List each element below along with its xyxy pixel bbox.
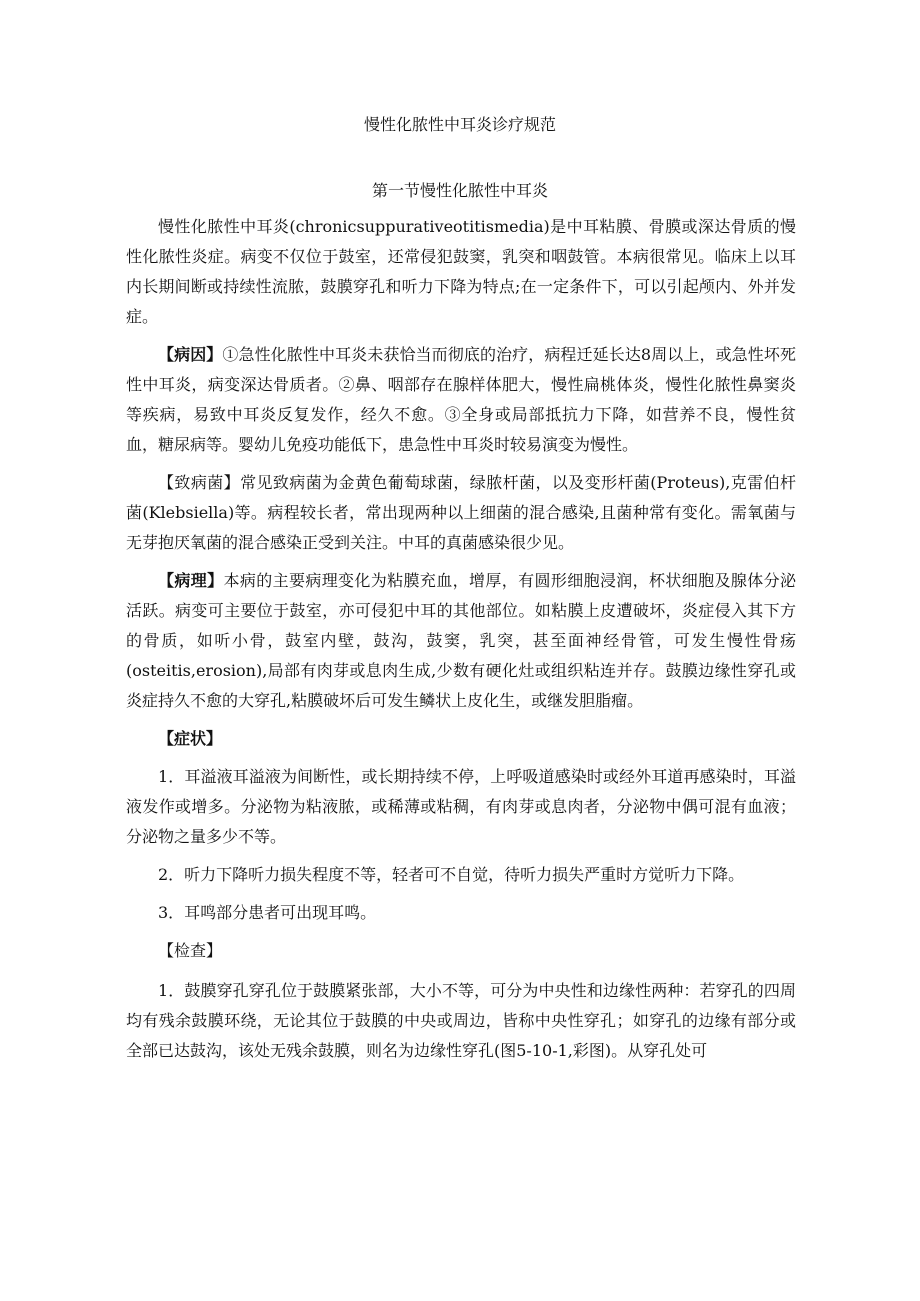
- etiology-paragraph: [126, 340, 796, 460]
- pathogen-paragraph: [126, 468, 796, 558]
- symptom-item: 3．耳鸣部分患者可出现耳鸣。: [158, 903, 377, 922]
- pathology-paragraph: [126, 566, 796, 716]
- symptom-item: 2．听力下降听力损失程度不等，轻者可不自觉，待听力损失严重时方觉听力下降。: [158, 865, 745, 884]
- pathogen-label: 【致病菌】: [158, 473, 241, 492]
- etiology-label: 【病因】: [158, 345, 223, 364]
- document-body: [126, 212, 796, 1074]
- exam-item: 1．鼓膜穿孔穿孔位于鼓膜紧张部，大小不等，可分为中央性和边缘性两种：若穿孔的四周均有残余鼓膜环绕，无论其位于鼓膜的中央或周边，皆称中央性穿孔；如穿孔的边缘有部分或全部已达鼓沟，该处无残余鼓膜，则名为边缘性穿孔(图5-10-1,彩图)。从穿孔处可: [126, 981, 796, 1060]
- exam-heading: 【检查】: [158, 941, 223, 960]
- document-title: 慢性化脓性中耳炎诊疗规范: [363, 115, 556, 134]
- intro-paragraph: 慢性化脓性中耳炎(chronicsuppurativeotitismedia)是中耳粘膜、骨膜或深达骨质的慢性化脓性炎症。病变不仅位于鼓室，还常侵犯鼓窦，乳突和咽鼓管。本病很常见。临床上以耳内长期间断或持续性流脓，鼓膜穿孔和听力下降为特点;在一定条件下，可以引起颅内、外并发症。: [126, 217, 796, 326]
- pathology-text: 本病的主要病理变化为粘膜充血，增厚，有圆形细胞浸润，杯状细胞及腺体分泌活跃。病变可主要位于鼓室，亦可侵犯中耳的其他部位。如粘膜上皮遭破坏，炎症侵入其下方的骨质，如听小骨，鼓室内壁，鼓沟，鼓窦，乳突，甚至面神经骨管，可发生慢性骨疡(osteitis,erosion),局部有肉芽或息肉生成,少数有硬化灶或组织粘连并存。鼓膜边缘性穿孔或炎症持久不愈的大穿孔,粘膜破坏后可发生鳞状上皮化生，或继发胆脂瘤。: [126, 571, 796, 710]
- etiology-text: ①急性化脓性中耳炎未获恰当而彻底的治疗，病程迁延长达8周以上，或急性坏死性中耳炎，病变深达骨质者。②鼻、咽部存在腺样体肥大，慢性扁桃体炎，慢性化脓性鼻窦炎等疾病，易致中耳炎反复发作，经久不愈。③全身或局部抵抗力下降，如营养不良，慢性贫血，糖尿病等。婴幼儿免疫功能低下，患急性中耳炎时较易演变为慢性。: [126, 345, 796, 454]
- symptoms-heading: 【症状】: [158, 729, 223, 748]
- section-title: 第一节慢性化脓性中耳炎: [371, 181, 548, 200]
- symptom-item: 1．耳溢液耳溢液为间断性，或长期持续不停，上呼吸道感染时或经外耳道再感染时，耳溢液发作或增多。分泌物为粘液脓，或稀薄或粘稠，有肉芽或息肉者，分泌物中偶可混有血液；分泌物之量多少不等。: [126, 767, 796, 846]
- pathogen-text: 常见致病菌为金黄色葡萄球菌，绿脓杆菌，以及变形杆菌(Proteus),克雷伯杆菌(Klebsiella)等。病程较长者，常出现两种以上细菌的混合感染,且菌种常有变化。需氧菌与无芽抱厌氧菌的混合感染正受到关注。中耳的真菌感染很少见。: [126, 473, 796, 552]
- pathology-label: 【病理】: [158, 571, 224, 590]
